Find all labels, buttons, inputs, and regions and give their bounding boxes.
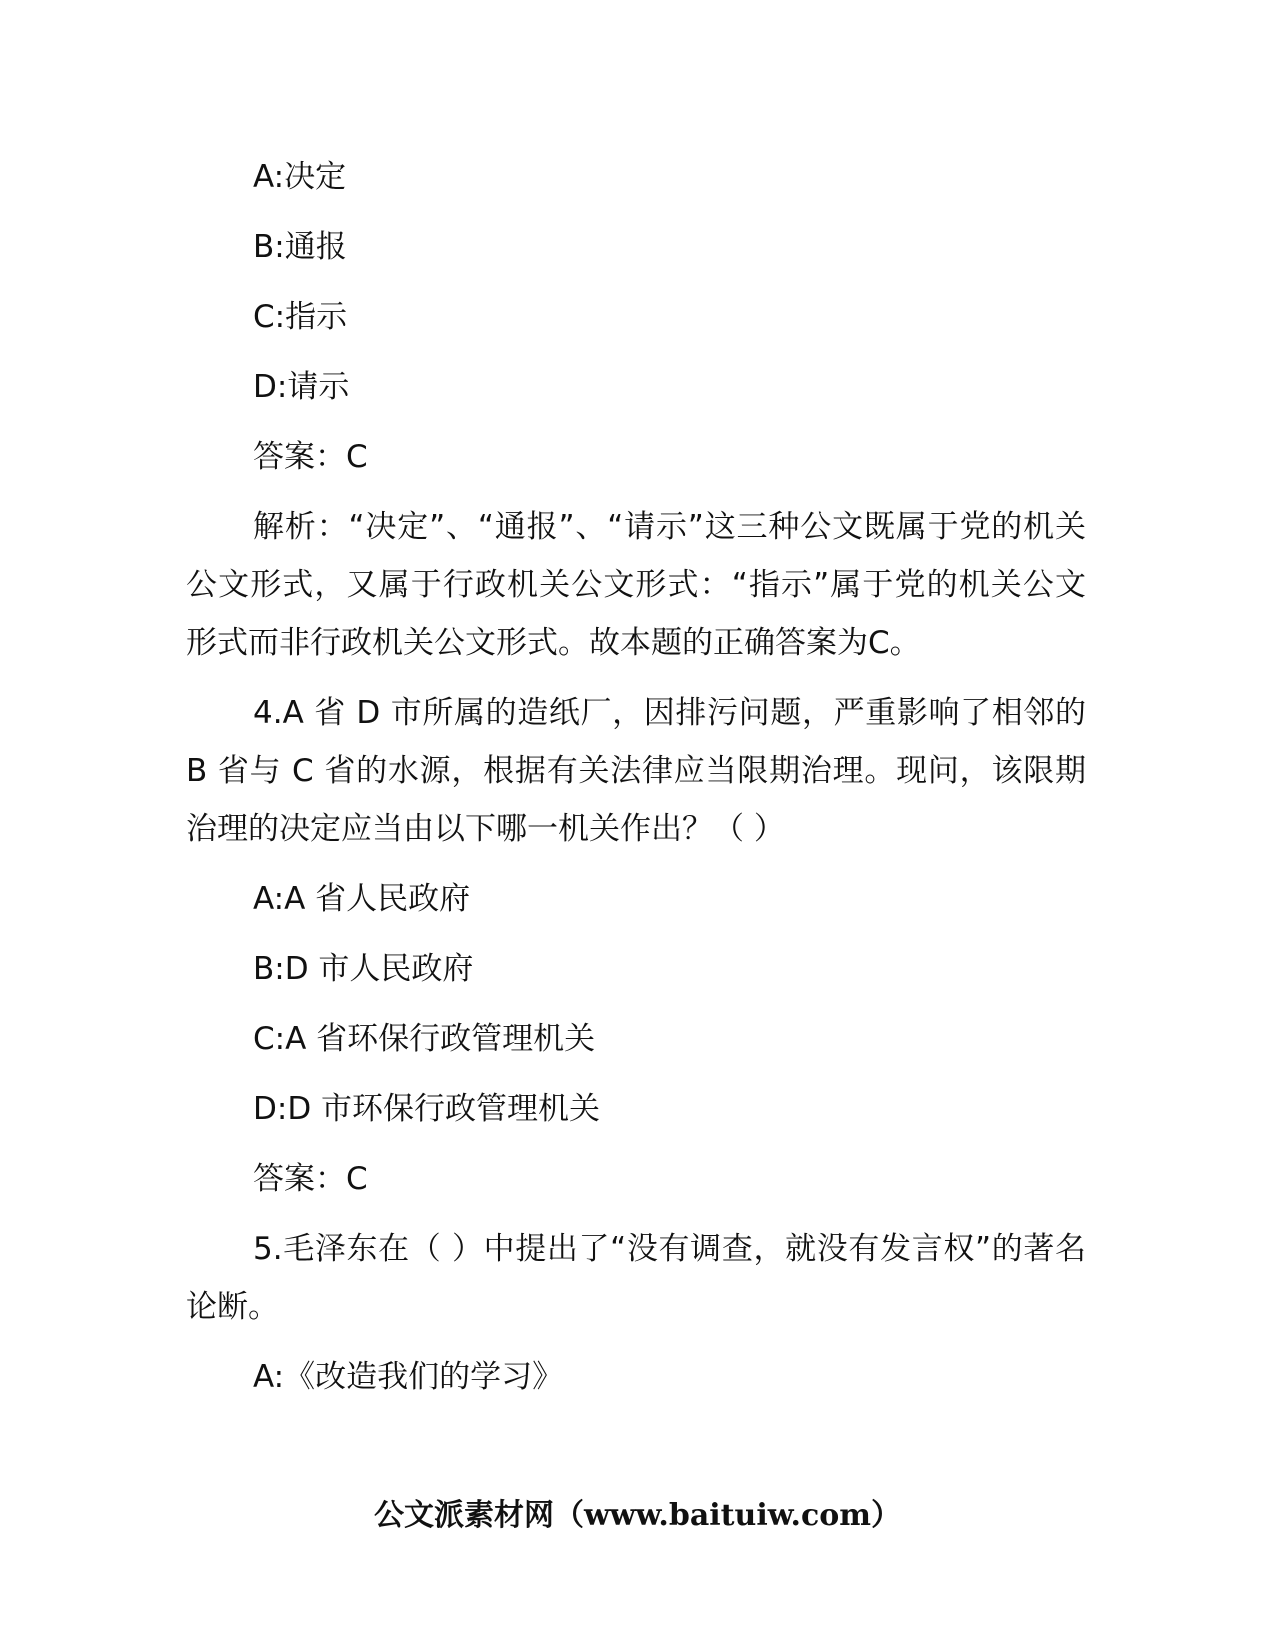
q3-option-c: C:指示 (253, 299, 348, 335)
q4-answer: 答案：C (253, 1161, 368, 1197)
q3-option-d: D:请示 (253, 369, 350, 405)
q4-option-d: D:D 市环保行政管理机关 (253, 1091, 601, 1127)
q3-analysis: 解析：“决定”、“通报”、“请示”这三种公文既属于党的机关公文形式，又属于行政机关公文形式：“指示”属于党的机关公文形式而非行政机关公文形式。故本题的正确答案为C。 (186, 509, 1086, 661)
q4-question: 4.A 省 D 市所属的造纸厂，因排污问题，严重影响了相邻的 B 省与 C 省的水源，根据有关法律应当限期治理。现问，该限期治理的决定应当由以下哪一机关作出？（ ） (186, 695, 1086, 847)
document-body (186, 148, 1086, 1406)
q5-question: 5.毛泽东在（ ）中提出了“没有调查，就没有发言权”的著名论断。 (186, 1231, 1086, 1325)
q4-option-a: A:A 省人民政府 (253, 881, 471, 917)
q5-option-a: A:《改造我们的学习》 (253, 1359, 564, 1395)
q3-option-a: A:决定 (253, 159, 347, 195)
q3-answer: 答案：C (253, 439, 368, 475)
q4-option-b: B:D 市人民政府 (253, 951, 474, 987)
q3-option-b: B:通报 (253, 229, 347, 265)
q4-option-c: C:A 省环保行政管理机关 (253, 1021, 596, 1057)
page-footer: 公文派素材网（www.baituiw.com） (373, 1498, 902, 1533)
